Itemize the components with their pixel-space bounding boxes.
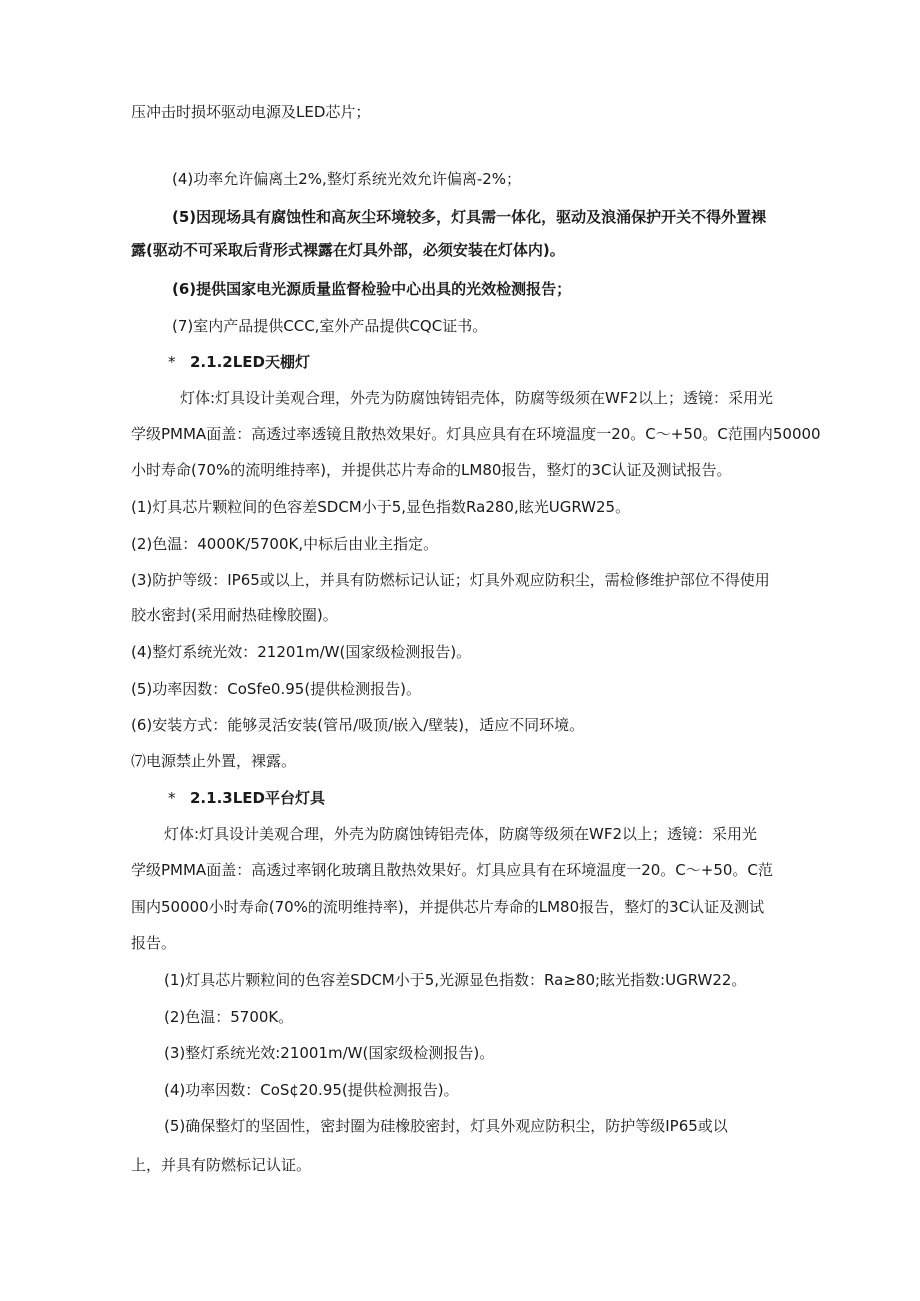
text-line: (6)提供国家电光源质量监督检验中心出具的光效检测报告； (172, 280, 572, 298)
text-line: 小时寿命(70%的流明维持率)，并提供芯片寿命的LM80报告，整灯的3C认证及测试报告。 (131, 461, 732, 479)
text-line: (1)灯具芯片颗粒间的色容差SDCM小于5,显色指数Ra280,眩光UGRW25。 (131, 498, 631, 516)
text-line: (5)因现场具有腐蚀性和高灰尘环境较多，灯具需一体化，驱动及浪涌保护开关不得外置裸 (172, 208, 767, 226)
bullet-marker: * (168, 353, 176, 371)
text-line: 露(驱动不可采取后背形式裸露在灯具外部，必须安装在灯体内)。 (131, 241, 565, 259)
text-line: (1)灯具芯片颗粒间的色容差SDCM小于5,光源显色指数：Ra≥80;眩光指数:UGRW22。 (164, 971, 747, 989)
text-line: (5)确保整灯的坚固性，密封圈为硅橡胶密封，灯具外观应防积尘，防护等级IP65或以 (164, 1117, 728, 1135)
text-line: 灯体:灯具设计美观合理，外壳为防腐蚀铸铝壳体，防腐等级须在WF2以上；透镜：采用光 (180, 389, 774, 407)
section-heading: 2.1.3LED平台灯具 (190, 789, 325, 807)
text-line: 压冲击时损坏驱动电源及LED芯片； (131, 103, 371, 121)
text-line: (3)防护等级：IP65或以上，并具有防燃标记认证；灯具外观应防积尘，需检修维护部位不得使用 (131, 571, 770, 589)
text-line: (3)整灯系统光效:21001m/W(国家级检测报告)。 (164, 1044, 495, 1062)
text-line: (5)功率因数：CoSfe0.95(提供检测报告)。 (131, 680, 422, 698)
text-line: 学级PMMA面盖：高透过率钢化玻璃且散热效果好。灯具应具有在环境温度一20。C～+50。C范 (131, 861, 773, 879)
text-line: (7)室内产品提供CCC,室外产品提供CQC证书。 (172, 317, 488, 335)
bullet-marker: * (168, 789, 176, 807)
text-line: (4)功率允许偏离土2%,整灯系统光效允许偏离-2%； (172, 170, 522, 188)
text-line: 上，并具有防燃标记认证。 (131, 1156, 312, 1174)
text-line: 报告。 (131, 934, 177, 952)
text-line: (6)安装方式：能够灵活安装(管吊/吸顶/嵌入/壁装)，适应不同环境。 (131, 716, 585, 734)
text-line: ⑺电源禁止外置，裸露。 (131, 752, 297, 770)
section-heading: 2.1.2LED天棚灯 (190, 353, 310, 371)
text-line: (2)色温：4000K/5700K,中标后由业主指定。 (131, 535, 439, 553)
text-line: (4)功率因数：CoS¢20.95(提供检测报告)。 (164, 1081, 459, 1099)
text-line: 学级PMMA面盖：高透过率透镜且散热效果好。灯具应具有在环境温度一20。C～+50。C范围内50000 (131, 425, 821, 443)
text-line: (4)整灯系统光效：21201m/W(国家级检测报告)。 (131, 643, 472, 661)
text-line: 灯体:灯具设计美观合理，外壳为防腐蚀铸铝壳体，防腐等级须在WF2以上；透镜：采用光 (164, 825, 758, 843)
text-line: (2)色温：5700K。 (164, 1008, 294, 1026)
text-line: 胶水密封(采用耐热硅橡胶圈)。 (131, 606, 338, 624)
text-line: 围内50000小时寿命(70%的流明维持率)，并提供芯片寿命的LM80报告，整灯的3C认证及测试 (131, 898, 765, 916)
